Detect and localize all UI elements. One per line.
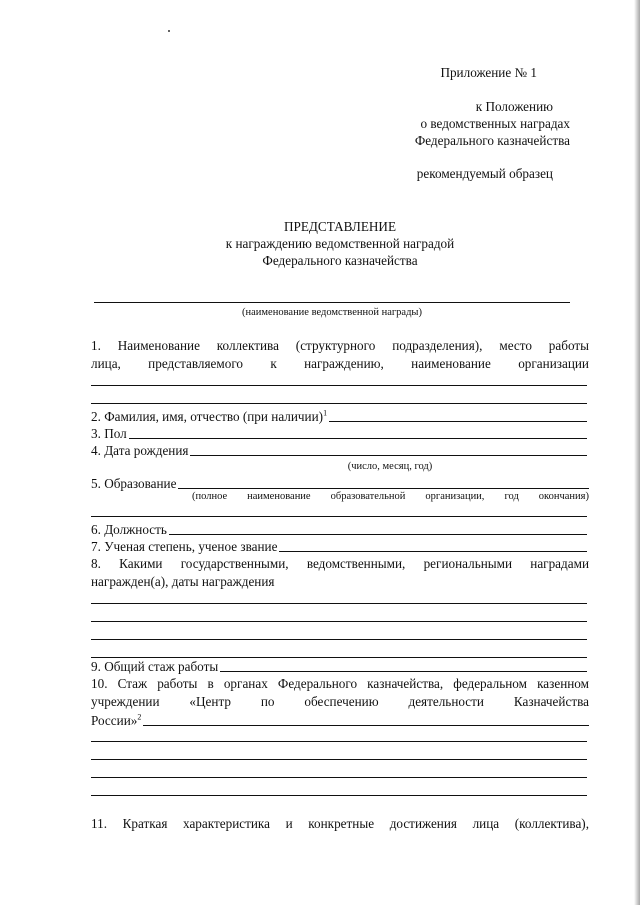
item1-line1: 1. Наименование коллектива (структурного подразделения), место работы (91, 338, 589, 353)
item7-label: 7. Ученая степень, ученое звание (91, 539, 278, 554)
item9-row[interactable] (91, 658, 587, 675)
award-name-caption: (наименование ведомственной награды) (242, 307, 422, 318)
education-field-2[interactable] (91, 516, 587, 517)
award-name-field[interactable] (94, 302, 570, 303)
treasury-experience-field[interactable] (143, 725, 589, 726)
document-subtitle-2: Федерального казначейства (262, 253, 418, 268)
awards-field-1[interactable] (91, 603, 587, 604)
item6-label: 6. Должность (91, 522, 167, 537)
item4-row[interactable] (91, 442, 587, 459)
education-caption: (полное наименование образовательной организации, год окончания) (192, 491, 589, 502)
document-title: ПРЕДСТАВЛЕНИЕ (283, 219, 397, 234)
item3-row[interactable] (91, 425, 587, 442)
item11-line1: 11. Краткая характеристика и конкретные достижения лица (коллектива), (91, 816, 589, 831)
position-field[interactable] (169, 534, 587, 535)
item9-label: 9. Общий стаж работы (91, 659, 219, 674)
treasury-experience-field-2[interactable] (91, 741, 587, 742)
item3-label: 3. Пол (91, 426, 127, 441)
regulation-ref-line2: о ведомственных наградах (420, 116, 570, 131)
item8-line1: 8. Какими государственными, ведомственными, региональными наградами (91, 556, 589, 571)
regulation-ref-line3: Федерального казначейства (414, 133, 570, 148)
birth-date-caption: (число, месяц, год) (347, 461, 433, 472)
awards-field-3[interactable] (91, 639, 587, 640)
item4-label: 4. Дата рождения (91, 443, 189, 458)
item10-row[interactable] (91, 712, 589, 729)
education-field[interactable] (178, 488, 589, 489)
academic-degree-field[interactable] (279, 551, 587, 552)
treasury-experience-field-3[interactable] (91, 759, 587, 760)
item1-field-2[interactable] (91, 403, 587, 404)
full-name-field[interactable] (329, 421, 587, 422)
document-subtitle-1: к награждению ведомственной наградой (225, 236, 455, 251)
sample-label: рекомендуемый образец (416, 166, 553, 181)
scan-edge-shadow (634, 0, 640, 905)
scan-speck (168, 30, 170, 32)
total-experience-field[interactable] (220, 671, 587, 672)
item2-row[interactable] (91, 408, 587, 425)
item1-field-1[interactable] (91, 385, 587, 386)
birth-date-field[interactable] (190, 455, 587, 456)
item7-row[interactable] (91, 538, 587, 555)
item6-row[interactable] (91, 521, 587, 538)
item10-line2: учреждении «Центр по обеспечению деятельности Казначейства (91, 694, 589, 709)
item10-line1: 10. Стаж работы в органах Федерального казначейства, федеральном казенном (91, 676, 589, 691)
item1-line2: лица, представляемого к награждению, наименование организации (91, 356, 589, 371)
gender-field[interactable] (129, 438, 587, 439)
treasury-experience-field-4[interactable] (91, 777, 587, 778)
item5-label: 5. Образование (91, 476, 177, 491)
item8-line2: награжден(а), даты награждения (91, 574, 275, 589)
item10-label: России»$^2$ (91, 712, 142, 728)
appendix-label: Приложение № 1 (440, 65, 537, 80)
regulation-ref-line1: к Положению (475, 99, 553, 114)
item2-label: 2. Фамилия, имя, отчество (при наличии)$^1$ (91, 408, 328, 424)
awards-field-2[interactable] (91, 621, 587, 622)
treasury-experience-field-5[interactable] (91, 795, 587, 796)
